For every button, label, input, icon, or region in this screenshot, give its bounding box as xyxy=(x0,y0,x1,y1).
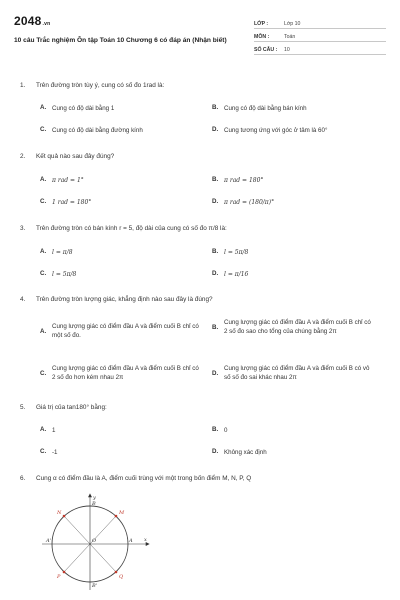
option-letter: C. xyxy=(40,198,47,205)
label-q: Q xyxy=(119,574,124,580)
question-1 xyxy=(14,82,386,89)
label-p: P xyxy=(57,574,61,580)
page-title: 10 câu Trắc nghiệm Ôn tập Toán 10 Chương 6 có đáp án (Nhận biết) xyxy=(14,37,227,44)
question-number: 1. xyxy=(20,82,26,89)
question-5 xyxy=(14,404,386,411)
meta-value: 10 xyxy=(284,47,290,53)
worksheet xyxy=(14,14,386,64)
y-arrow-icon xyxy=(89,494,92,497)
option-1d[interactable] xyxy=(212,126,374,135)
point-n xyxy=(63,515,66,518)
option-2b[interactable] xyxy=(212,176,374,185)
label-n: N xyxy=(57,510,62,516)
option-text: 1 xyxy=(52,427,56,434)
logo-text: 2048 xyxy=(14,14,42,28)
meta-row-subject xyxy=(254,30,386,42)
option-letter: C. xyxy=(40,448,47,455)
label-m: M xyxy=(119,510,125,516)
option-letter: D. xyxy=(212,369,219,377)
option-4d[interactable] xyxy=(212,364,374,382)
option-text: Cung có độ dài bằng 1 xyxy=(52,105,115,112)
option-4a[interactable] xyxy=(40,322,202,340)
radius-oq xyxy=(90,544,116,572)
option-letter: C. xyxy=(40,369,47,377)
option-letter: A. xyxy=(40,176,47,183)
meta-key: SỐ CÂU : xyxy=(254,47,278,53)
label-x: x xyxy=(144,537,147,543)
option-text: Cung tương ứng với góc ở tâm là 60° xyxy=(224,127,328,134)
option-text: l = π/8 xyxy=(52,249,73,256)
meta-info xyxy=(254,17,386,56)
option-1c[interactable] xyxy=(40,126,202,135)
option-2d[interactable] xyxy=(212,198,374,207)
option-letter: A. xyxy=(40,426,47,433)
option-text: -1 xyxy=(52,449,58,456)
option-text: l = 5π/8 xyxy=(52,271,77,278)
label-y: y xyxy=(93,495,96,501)
option-text: Cung lượng giác có điểm đầu A và điểm cuối B chỉ có 2 số đo hơn kém nhau 2π xyxy=(52,365,199,381)
question-number: 2. xyxy=(20,153,26,160)
option-letter: B. xyxy=(212,426,219,433)
option-text: Không xác định xyxy=(224,449,267,456)
option-4b[interactable] xyxy=(212,318,374,336)
question-number: 4. xyxy=(20,296,26,303)
question-4 xyxy=(14,296,386,303)
label-b-prime: B' xyxy=(92,583,98,589)
option-5c[interactable] xyxy=(40,448,202,457)
option-letter: D. xyxy=(212,270,219,277)
question-number: 6. xyxy=(20,475,26,482)
meta-value: Lớp 10 xyxy=(284,21,301,27)
question-text: Kết quả nào sau đây đúng? xyxy=(36,153,115,160)
option-text: l = 5π/8 xyxy=(224,249,249,256)
question-text: Cung α có điểm đầu là A, điểm cuối trùng với một trong bốn điểm M, N, P, Q xyxy=(36,475,252,482)
point-q xyxy=(115,571,118,574)
question-text: Trên đường tròn lượng giác, khẳng định nào sau đây là đúng? xyxy=(36,296,213,303)
option-3c[interactable] xyxy=(40,270,202,279)
option-text: Cung có độ dài bằng bán kính xyxy=(224,105,307,112)
option-1b[interactable] xyxy=(212,104,374,113)
option-3b[interactable] xyxy=(212,248,374,257)
option-letter: D. xyxy=(212,448,219,455)
option-1a[interactable] xyxy=(40,104,202,113)
unit-circle-figure xyxy=(40,492,152,592)
option-letter: A. xyxy=(40,327,47,335)
question-number: 5. xyxy=(20,404,26,411)
option-text: Cung lượng giác có điểm đầu A và điểm cuối B có vô số số đo sai khác nhau 2π xyxy=(224,365,370,381)
option-letter: B. xyxy=(212,104,219,111)
option-2c[interactable] xyxy=(40,198,202,207)
question-text: Trên đường tròn có bán kính r = 5, độ dài của cung có số đo π/8 là: xyxy=(36,225,227,232)
option-text: Cung lượng giác có điểm đầu A và điểm cuối B chỉ có 2 số đo sao cho tổng của chúng bằng 2π xyxy=(224,319,371,335)
option-text: π rad = (180/π)° xyxy=(224,199,275,206)
logo[interactable] xyxy=(14,14,50,28)
option-text: Cung có độ dài bằng đường kính xyxy=(52,127,143,134)
question-2 xyxy=(14,153,386,160)
header xyxy=(14,14,386,64)
logo-suffix: .vn xyxy=(42,21,51,27)
label-a-prime: A' xyxy=(46,538,51,544)
option-text: l = π/16 xyxy=(224,271,249,278)
option-letter: B. xyxy=(212,248,219,255)
meta-value: Toán xyxy=(284,34,296,40)
option-letter: C. xyxy=(40,126,47,133)
label-b: B xyxy=(92,501,96,507)
option-letter: A. xyxy=(40,248,47,255)
point-p xyxy=(63,571,66,574)
question-text: Giá trị của tan180° bằng: xyxy=(36,404,107,411)
option-letter: D. xyxy=(212,198,219,205)
radius-op xyxy=(64,544,90,572)
option-text: π rad = 180° xyxy=(224,177,264,184)
meta-key: LỚP : xyxy=(254,21,269,27)
point-m xyxy=(115,515,118,518)
option-5a[interactable] xyxy=(40,426,202,435)
option-4c[interactable] xyxy=(40,364,202,382)
option-text: π rad = 1° xyxy=(52,177,84,184)
option-letter: A. xyxy=(40,104,47,111)
question-text: Trên đường tròn tùy ý, cung có số đo 1rad là: xyxy=(36,82,165,89)
option-letter: C. xyxy=(40,270,47,277)
meta-row-count xyxy=(254,43,386,55)
option-letter: D. xyxy=(212,126,219,133)
meta-key: MÔN : xyxy=(254,34,270,40)
option-5d[interactable] xyxy=(212,448,374,457)
radius-on xyxy=(64,516,90,544)
option-2a[interactable] xyxy=(40,176,202,185)
meta-row-class xyxy=(254,17,386,29)
question-3 xyxy=(14,225,386,232)
option-text: Cung lượng giác có điểm đầu A và điểm cuối B chỉ có một số đo. xyxy=(52,323,199,339)
option-text: 1 rad = 180° xyxy=(52,199,92,206)
question-number: 3. xyxy=(20,225,26,232)
label-o: O xyxy=(92,538,97,544)
label-a: A xyxy=(129,538,133,544)
option-3d[interactable] xyxy=(212,270,374,279)
option-text: 0 xyxy=(224,427,228,434)
option-5b[interactable] xyxy=(212,426,374,435)
option-3a[interactable] xyxy=(40,248,202,257)
option-letter: B. xyxy=(212,323,219,331)
question-6 xyxy=(14,475,386,482)
option-letter: B. xyxy=(212,176,219,183)
